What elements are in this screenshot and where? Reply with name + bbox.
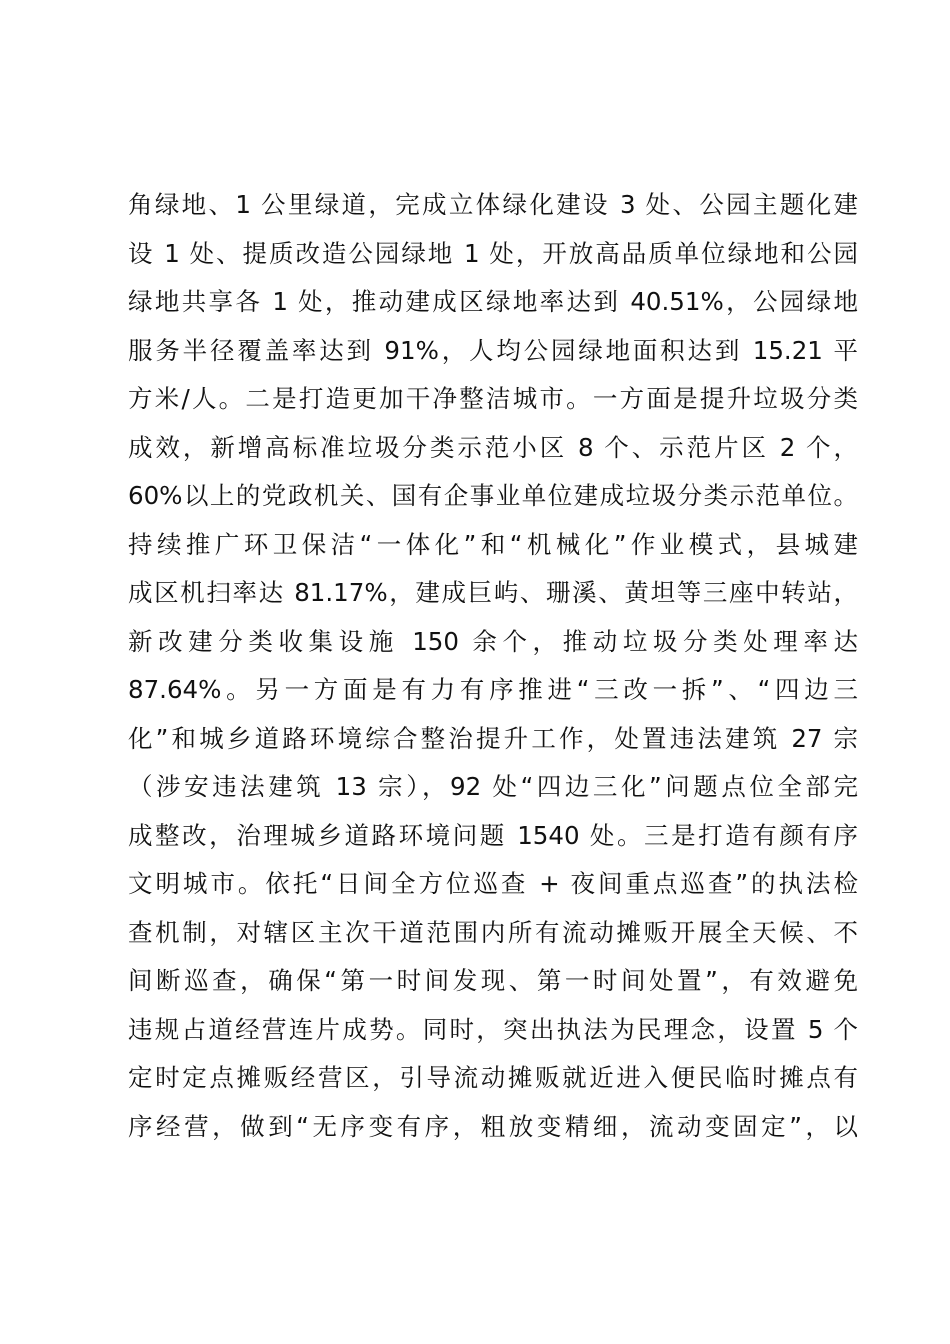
text-line: 方米/人。二是打造更加干净整洁城市。一方面是提升垃圾分类 — [128, 384, 858, 413]
text-line: 化”和城乡道路环境综合整治提升工作，处置违法建筑 27 宗 — [128, 723, 858, 753]
text-line: 持续推广环卫保洁“一体化”和“机械化”作业模式，县城建 — [128, 529, 858, 559]
text-line: 违规占道经营连片成势。同时，突出执法为民理念，设置 5 个 — [128, 1014, 858, 1044]
text-line: 角绿地、1 公里绿道，完成立体绿化建设 3 处、公园主题化建 — [128, 190, 858, 219]
text-line: 87.64%。另一方面是有力有序推进“三改一拆”、“四边三 — [128, 675, 858, 704]
text-line: 成整改，治理城乡道路环境问题 1540 处。三是打造有颜有序 — [128, 820, 858, 850]
text-line: 定时定点摊贩经营区，引导流动摊贩就近进入便民临时摊点有 — [128, 1063, 858, 1092]
text-line: 文明城市。依托“日间全方位巡查 + 夜间重点巡查”的执法检 — [128, 869, 858, 898]
text-line: 查机制，对辖区主次干道范围内所有流动摊贩开展全天候、不 — [128, 917, 858, 947]
text-line: （涉安违法建筑 13 宗），92 处“四边三化”问题点位全部完 — [128, 772, 858, 801]
text-line: 服务半径覆盖率达到 91%，人均公园绿地面积达到 15.21 平 — [128, 335, 858, 365]
text-line: 新改建分类收集设施 150 余个，推动垃圾分类处理率达 — [128, 626, 858, 656]
body-paragraph — [128, 181, 858, 1151]
text-line: 成效，新增高标准垃圾分类示范小区 8 个、示范片区 2 个， — [128, 432, 858, 462]
text-line: 60%以上的党政机关、国有企事业单位建成垃圾分类示范单位。 — [128, 481, 858, 510]
text-line: 成区机扫率达 81.17%，建成巨屿、珊溪、黄坦等三座中转站， — [128, 578, 858, 607]
text-line: 设 1 处、提质改造公园绿地 1 处，开放高品质单位绿地和公园 — [128, 238, 858, 268]
text-line: 绿地共享各 1 处，推动建成区绿地率达到 40.51%，公园绿地 — [128, 287, 858, 316]
text-line: 间断巡查，确保“第一时间发现、第一时间处置”，有效避免 — [128, 966, 858, 995]
text-line: 序经营，做到“无序变有序，粗放变精细，流动变固定”，以 — [128, 1111, 858, 1141]
